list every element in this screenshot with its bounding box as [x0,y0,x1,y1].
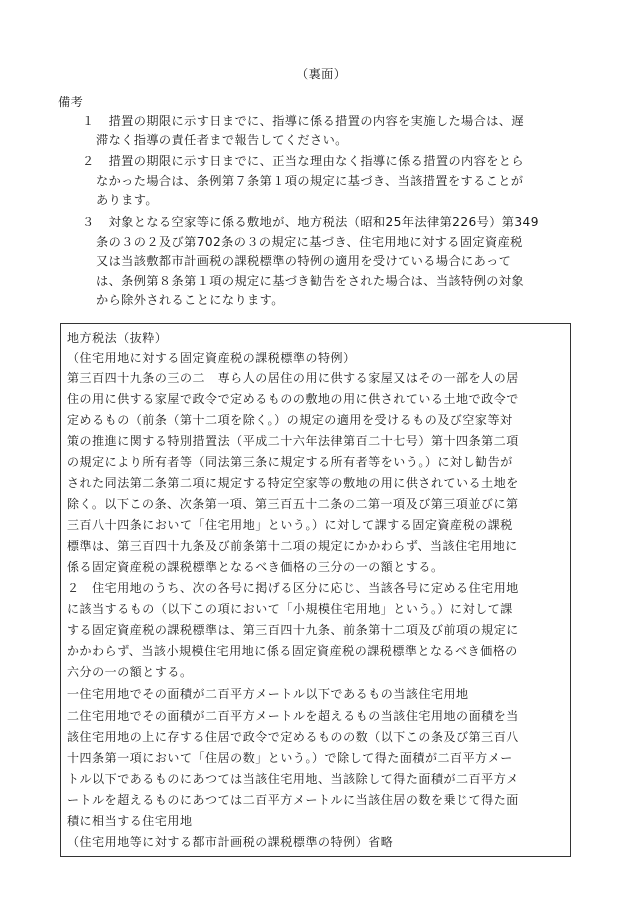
excerpt-line: 定めるもの（前条（第十二項を除く。）の規定の適用を受けるもの及び空家等対 [67,413,513,427]
excerpt-line: かかわらず、当該小規模住宅用地に係る固定資産税の課税標準となるべき価格の [67,644,518,658]
excerpt-line: ートルを超えるものにあつては二百平方メートルに当該住居の数を乗じて得た面 [67,793,519,807]
excerpt-line: 第三百四十九条の三の二 専ら人の居住の用に供する家屋又はその一部を人の居 [67,371,519,385]
note-3-line-4: は、条例第８条第１項の規定に基づき勧告をされた場合は、当該特例の対象 [96,274,524,288]
note-1-line-2: 滞なく指導の責任者まで報告してください。 [96,133,348,147]
page-heading: （裏面） [296,67,347,81]
excerpt-line: 策の推進に関する特別措置法（平成二十六年法律第百二十七号）第十四条第二項 [67,434,519,448]
excerpt-line: 係る固定資産税の課税標準となるべき価格の三分の一の額とする。 [67,560,444,574]
excerpt-line: 住の用に供する家屋で政令で定めるものの敷地の用に供されている土地で政令で [67,392,519,406]
note-3-line-2: 条の３の２及び第702条の３の規定に基づき、住宅用地に対する固定資産税 [96,235,523,249]
excerpt-line: （住宅用地等に対する都市計画税の課税標準の特例）省略 [67,835,394,849]
excerpt-line: の規定により所有者等（同法第三条に規定する所有者等をいう。）に対し勧告が [67,455,513,469]
note-2-number: ２ [82,154,95,168]
note-2-line-2: なかった場合は、条例第７条第１項の規定に基づき、当該措置をすることが [96,174,524,188]
excerpt-line: 該住宅用地の上に存する住居で政令で定めるものの数（以下この条及び第三百八 [67,730,519,744]
biko-label: 備考 [58,95,84,109]
note-1-number: １ [82,114,95,128]
law-excerpt-box [60,323,571,857]
excerpt-line: 除く。以下この条、次条第一項、第三百五十二条の二第一項及び第三項並びに第 [67,497,519,511]
note-2-line-3: あります。 [96,193,158,207]
excerpt-line: に該当するもの（以下この項において「小規模住宅用地」という。）に対して課 [67,602,513,616]
excerpt-line: 一住宅用地でその面積が二百平方メートル以下であるもの当該住宅用地 [67,687,469,701]
note-2-line-1: 措置の期限に示す日までに、正当な理由なく指導に係る措置の内容をとら [96,154,524,168]
note-3-line-1: 対象となる空家等に係る敷地が、地方税法（昭和25年法律第226号）第349 [96,215,539,229]
note-3-line-3: 又は当該敷都市計画税の課税標準の特例の適用を受けている場合にあって [96,254,512,268]
excerpt-subtitle: （住宅用地に対する固定資産税の課税標準の特例） [67,351,356,365]
note-3-line-5: から除外されることになります。 [96,293,284,307]
excerpt-line: する固定資産税の課税標準は、第三百四十九条、前条第十二項及び前項の規定に [67,623,519,637]
note-3-number: ３ [82,215,95,229]
excerpt-line: トル以下であるものにあつては当該住宅用地、当該除して得た面積が二百平方メ [67,772,519,786]
excerpt-line: 十四条第一項において「住居の数」という。）で除して得た面積が二百平方メー [67,751,513,765]
excerpt-line: ２ 住宅用地のうち、次の各号に掲げる区分に応じ、当該各号に定める住宅用地 [67,581,519,595]
note-1-line-1: 措置の期限に示す日までに、指導に係る措置の内容を実施した場合は、遅 [96,114,524,128]
excerpt-line: 六分の一の額とする。 [67,665,193,679]
excerpt-line: 標準は、第三百四十九条及び前条第十二項の規定にかかわらず、当該住宅用地に [67,539,518,553]
excerpt-line: 三百八十四条において「住宅用地」という。）に対して課する固定資産税の課税 [67,518,513,532]
excerpt-title: 地方税法（抜粋） [67,331,168,345]
excerpt-line: 積に相当する住宅用地 [67,814,193,828]
excerpt-line: された同法第二条第二項に規定する特定空家等の敷地の用に供されている土地を [67,476,519,490]
excerpt-line: 二住宅用地でその面積が二百平方メートルを超えるもの当該住宅用地の面積を当 [67,709,519,723]
